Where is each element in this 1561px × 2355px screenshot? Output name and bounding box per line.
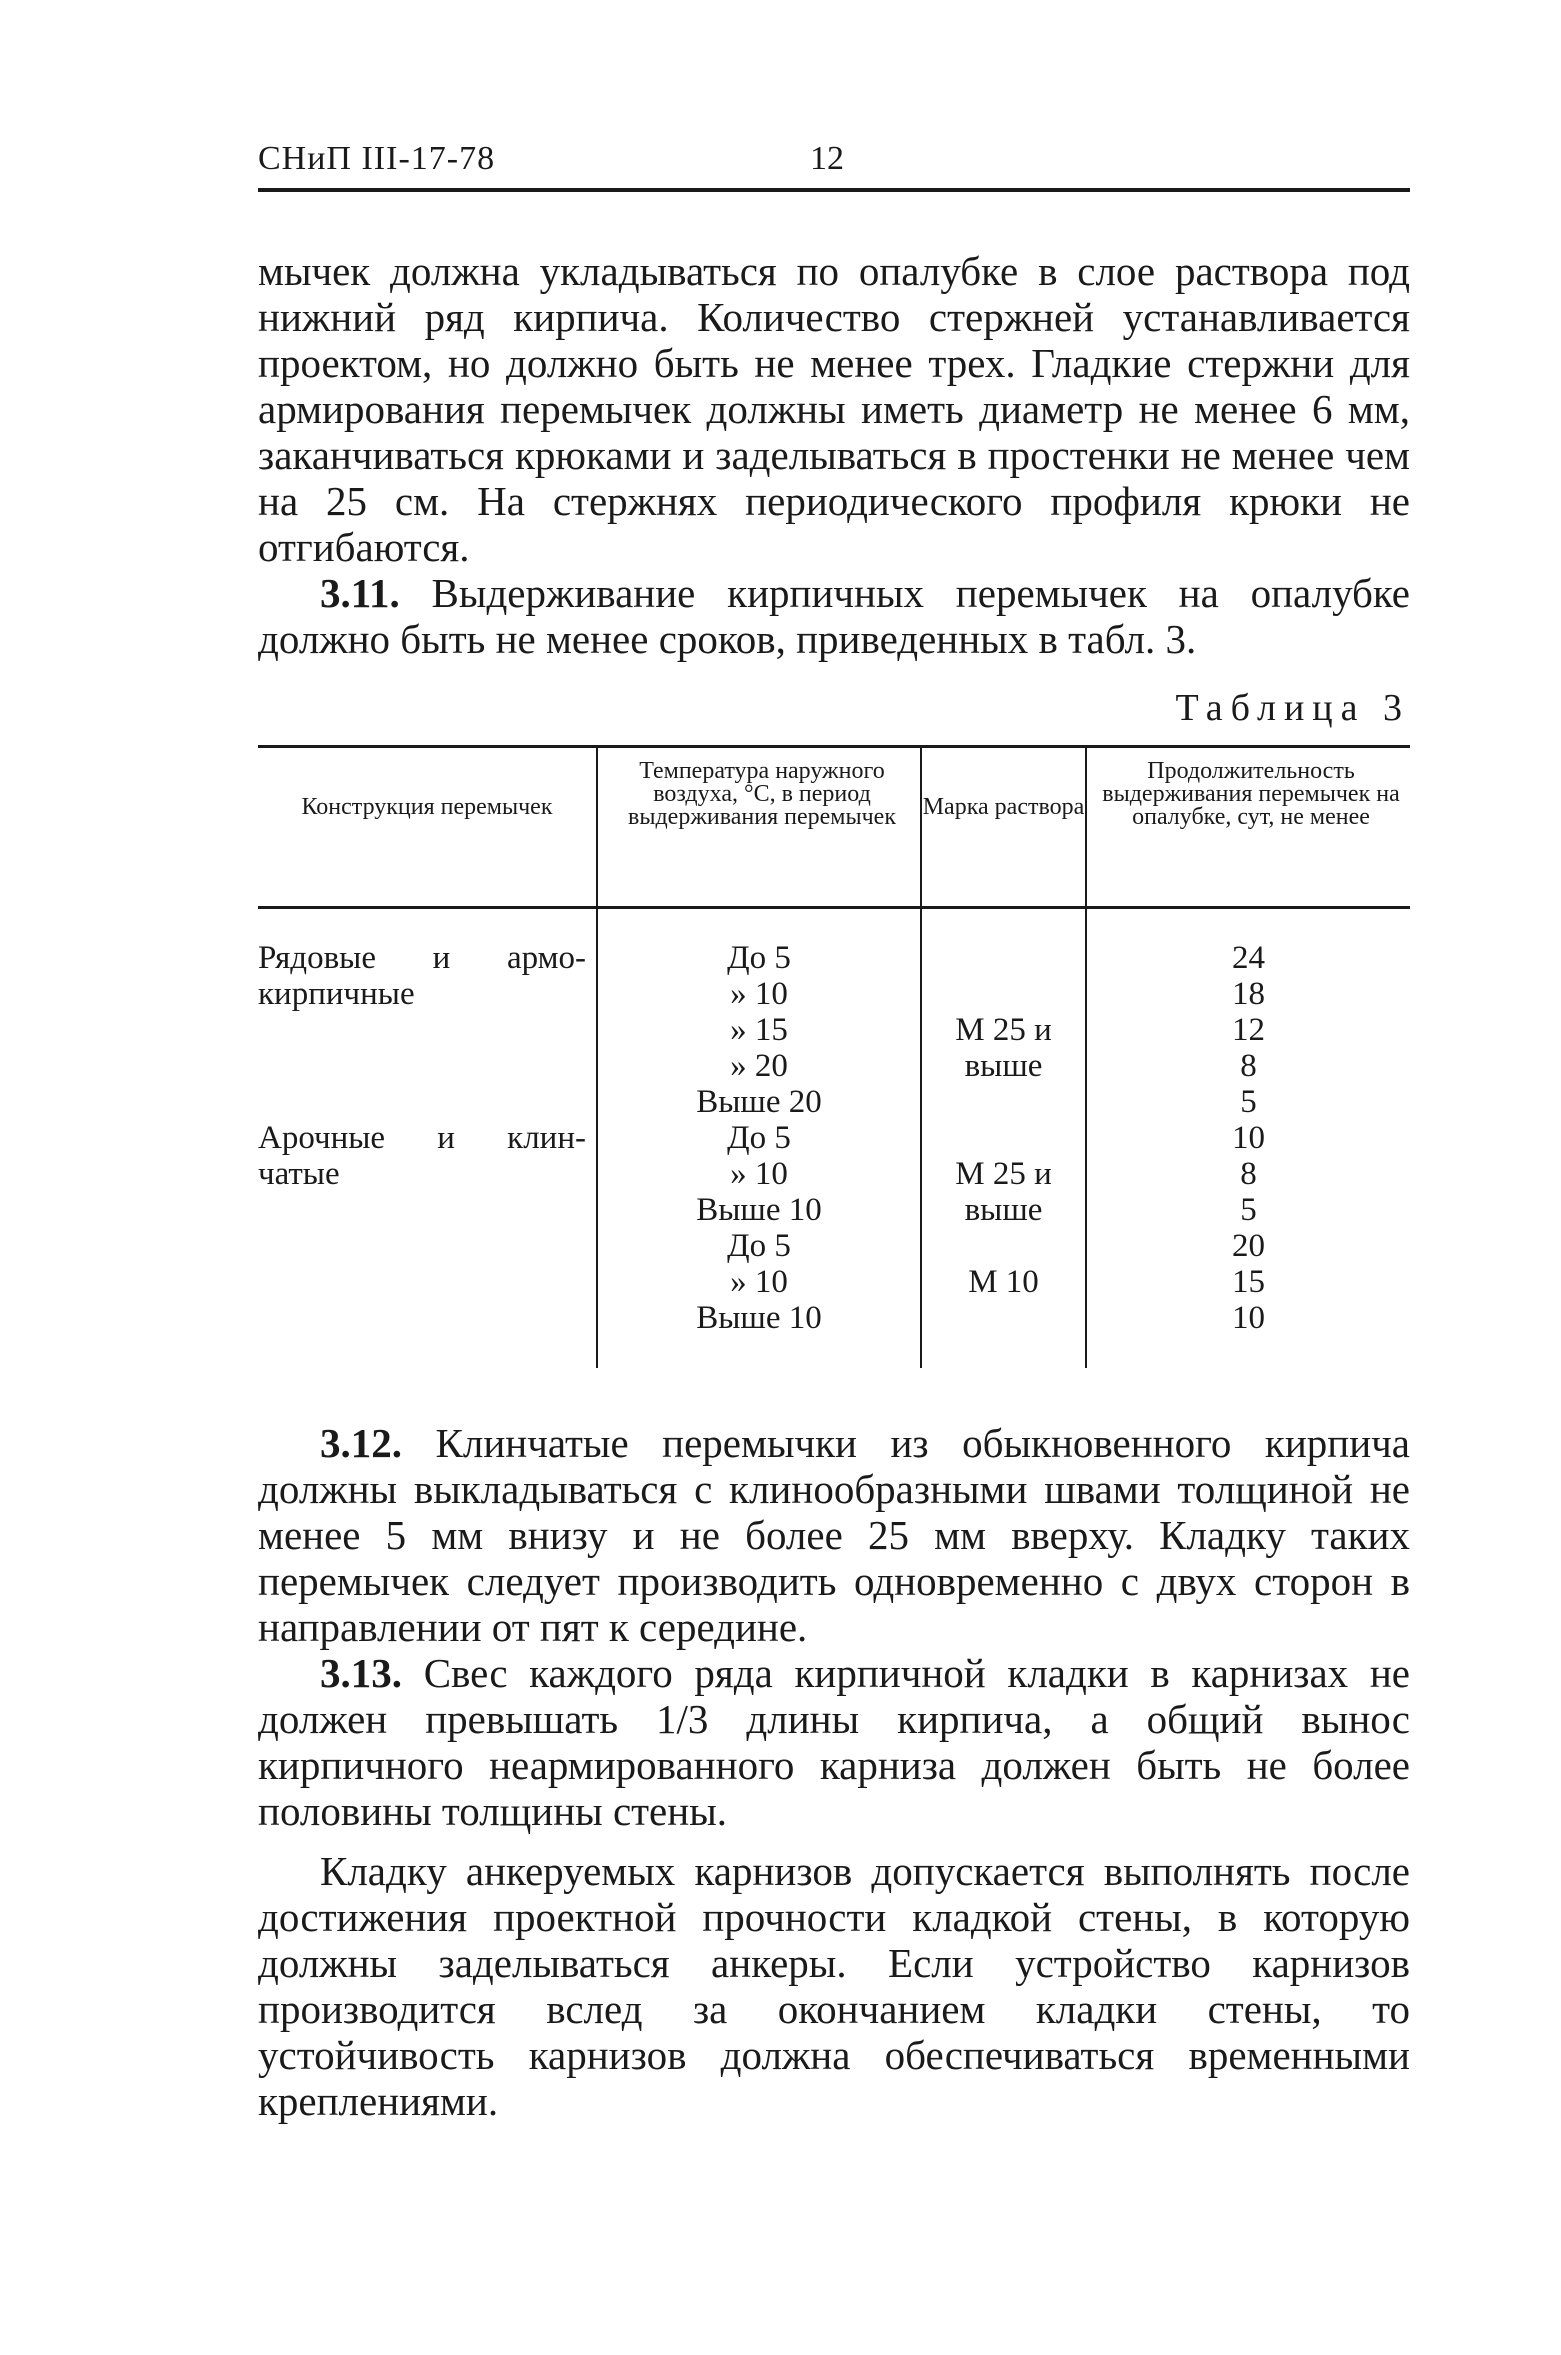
table-cell: М 25 и — [955, 1156, 1052, 1192]
table-top-rule — [258, 745, 1410, 748]
clause-3-12 — [258, 1420, 1410, 1650]
table-cell — [922, 1084, 1085, 1120]
table-cell — [922, 1300, 1085, 1336]
table-cell: 8 — [1240, 1048, 1257, 1084]
table-cell: 5 — [1240, 1084, 1257, 1120]
table-header-construction: Конструкция перемычек — [301, 794, 553, 820]
table-cell: Выше 20 — [696, 1084, 822, 1120]
table-cell: » 10 — [730, 976, 788, 1012]
table-cell: 5 — [1240, 1192, 1257, 1228]
table-cell: выше — [964, 1048, 1043, 1084]
clause-3-11-number: 3.11. — [320, 570, 400, 616]
table-column-mortar-grade — [922, 940, 1085, 1336]
table-cell: » 15 — [730, 1012, 788, 1048]
final-paragraph: Кладку анкеруемых карнизов допускается выполнять после достижения проектной прочности кладкой стены, в которую должны заделываться анкеры. Если устройство карнизов производится вслед за окончанием кладки стены, то устойчивость карнизов должна обеспечиваться временными креплениями. — [258, 1848, 1410, 2124]
table-cell: 18 — [1232, 976, 1265, 1012]
table-cell — [922, 1120, 1085, 1156]
table-cell: 12 — [1232, 1012, 1265, 1048]
clause-3-13-text: Свес каждого ряда кирпичной кладки в карнизах не должен превышать 1/3 длины кирпича, а общий вынос кирпичного неармированного карниза должен быть не более половины толщины стены. — [258, 1650, 1410, 1834]
table-cell: До 5 — [727, 940, 791, 976]
table-cell: 8 — [1240, 1156, 1257, 1192]
clause-3-12-number: 3.12. — [320, 1420, 402, 1466]
table-cell: чатые — [258, 1156, 340, 1192]
table-cell: кирпичные — [258, 976, 415, 1012]
table-cell — [922, 976, 1085, 1012]
table-cell: 24 — [1232, 940, 1265, 976]
table-column-duration — [1087, 940, 1410, 1336]
table-header-temperature: Температура наружного воздуха, °С, в период выдерживания перемычек — [628, 758, 896, 830]
table-cell: Рядовые и армо- — [258, 940, 586, 976]
table-cell: М 10 — [968, 1264, 1039, 1300]
page-header — [258, 140, 1408, 190]
table-cell: Выше 10 — [696, 1192, 822, 1228]
intro-text: мычек должна укладываться по опалубке в слое раствора под нижний ряд кирпича. Количество стержней устанавливается проектом, но должно быть не менее трех. Гладкие стержни для армирования перемычек должны иметь диаметр не менее 6 мм, заканчиваться крюками и заделываться в простенки не менее чем на 25 см. На стержнях периодического профиля крюки не отгибаются. — [258, 248, 1410, 570]
table-cell: Арочные и клин- — [258, 1120, 586, 1156]
table-cell — [258, 1300, 586, 1336]
document-code: СНиП III-17-78 — [258, 140, 496, 177]
table-cell — [258, 1228, 586, 1264]
table-cell — [922, 940, 1085, 976]
table-cell: 15 — [1232, 1264, 1265, 1300]
table-cell: 20 — [1232, 1228, 1265, 1264]
table-cell: Выше 10 — [696, 1300, 822, 1336]
table-header-rule — [258, 906, 1410, 909]
table-cell — [258, 1264, 586, 1300]
table-cell — [258, 1012, 586, 1048]
clause-3-13 — [258, 1650, 1410, 1834]
table-header-duration: Продолжительность выдерживания перемычек на опалубке, сут, не менее — [1102, 758, 1400, 830]
closing-paragraphs — [258, 1420, 1410, 2124]
intro-paragraph — [258, 248, 1410, 662]
table-cell — [258, 1084, 586, 1120]
table-cell: » 10 — [730, 1264, 788, 1300]
table-cell — [922, 1228, 1085, 1264]
table-cell: выше — [964, 1192, 1043, 1228]
table-cell: До 5 — [727, 1228, 791, 1264]
clause-3-11-text: Выдерживание кирпичных перемычек на опалубке должно быть не менее сроков, приведенных в табл. 3. — [258, 570, 1410, 662]
table-cell: 10 — [1232, 1300, 1265, 1336]
table-cell — [258, 1048, 586, 1084]
table-cell — [258, 1192, 586, 1228]
table-header-mortar-grade: Марка раствора — [922, 794, 1085, 820]
table-cell: » 20 — [730, 1048, 788, 1084]
clause-3-13-number: 3.13. — [320, 1650, 402, 1696]
table-cell: М 25 и — [955, 1012, 1052, 1048]
table-column-construction — [258, 940, 586, 1336]
page-number: 12 — [810, 140, 844, 177]
table-cell: До 5 — [727, 1120, 791, 1156]
table-column-temperature — [598, 940, 920, 1336]
table-cell: » 10 — [730, 1156, 788, 1192]
header-rule — [258, 188, 1410, 192]
clause-3-11 — [258, 570, 1410, 662]
table-cell: 10 — [1232, 1120, 1265, 1156]
table-caption: Таблица 3 — [1175, 687, 1410, 729]
clause-3-12-text: Клинчатые перемычки из обыкновенного кирпича должны выкладываться с клинообразными швами толщиной не менее 5 мм внизу и не более 25 мм вверху. Кладку таких перемычек следует производить одновременно с двух сторон в направлении от пят к середине. — [258, 1420, 1410, 1650]
